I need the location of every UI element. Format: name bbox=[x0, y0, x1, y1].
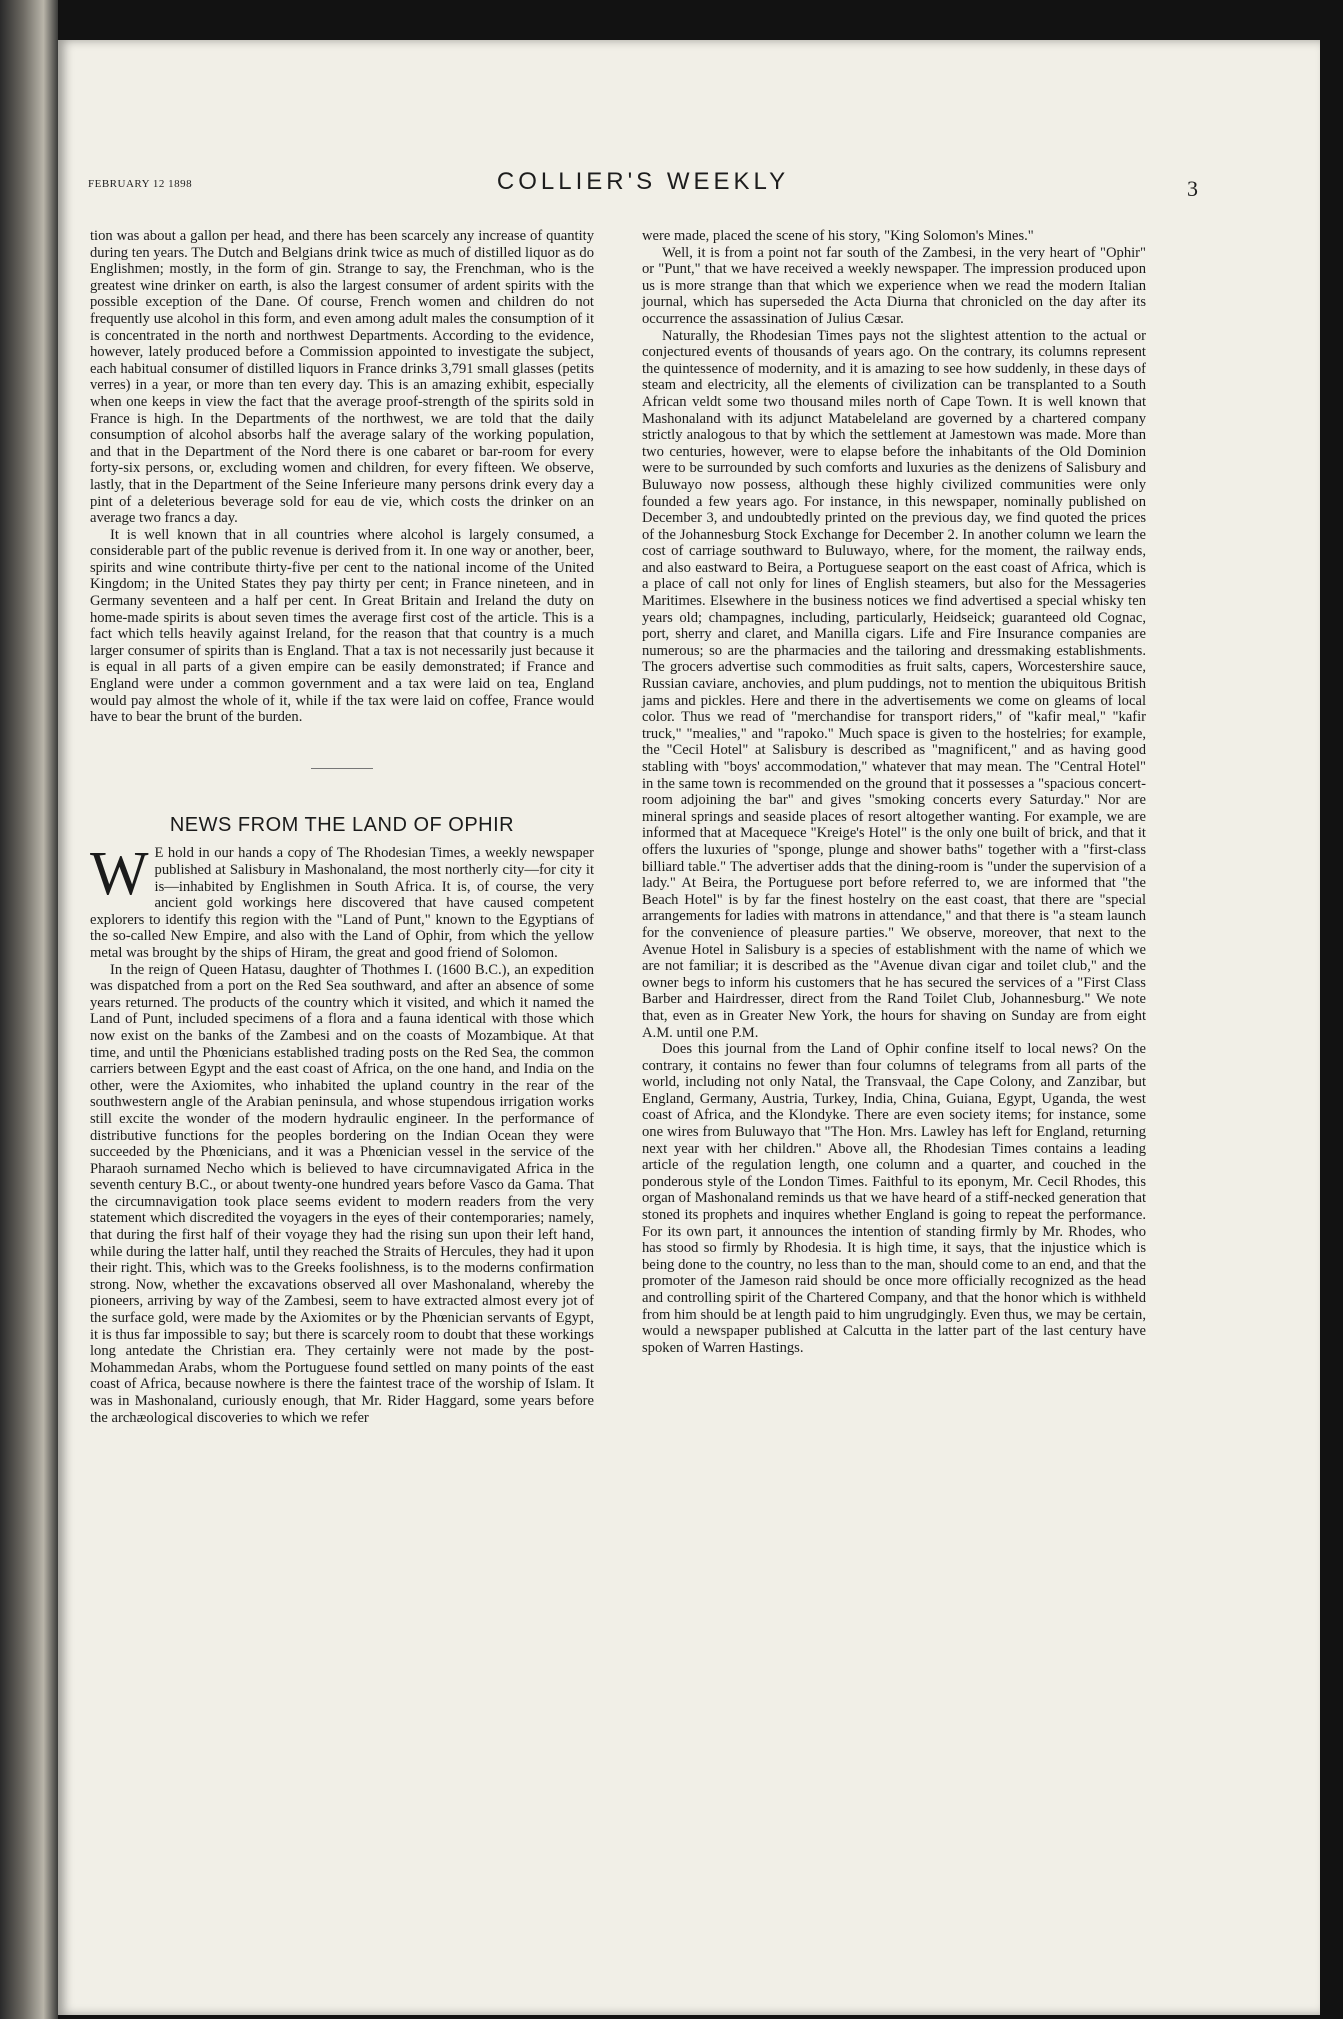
article-lead-paragraph bbox=[90, 840, 594, 961]
right-column bbox=[642, 228, 1146, 1356]
page-header bbox=[88, 168, 1198, 208]
issue-date: FEBRUARY 12 1898 bbox=[88, 178, 193, 190]
article-title: NEWS FROM THE LAND OF OPHIR bbox=[169, 813, 515, 836]
paragraph: were made, placed the scene of his story, "King Solomon's Mines." bbox=[642, 228, 1034, 244]
drop-cap: W bbox=[90, 840, 149, 909]
left-column bbox=[90, 228, 594, 1426]
paragraph: Well, it is from a point not far south of the Zambesi, in the very heart of "Ophir" or "Punt," that we have received a weekly newspaper. The impression produced upon us is more strange than that which we experience when we read the modern Italian journal, which has superseded the Acta Diurna that chronicled on the day after its occurrence the assassination of Julius Cæsar. bbox=[642, 244, 1146, 327]
paragraph: In the reign of Queen Hatasu, daughter of Thothmes I. (1600 B.C.), an expedition was dispatched from a port on the Red Sea southward, and after an absence of some years returned. The products of the country which it visited, and which it named the Land of Punt, included specimens of a flora and a fauna identical with those which now exist on the banks of the Zambesi and on the coasts of Mozambique. At that time, and until the Phœnicians established trading posts on the Red Sea, the common carriers between Egypt and the east coast of Africa, on the one hand, and India on the other, were the Axiomites, who inhabited the upland country in the rear of the southwestern angle of the Arabian peninsula, and whose stupendous irrigation works still excite the wonder of the modern hydraulic engineer. In the performance of distributive functions for the peoples bordering on the Indian Ocean they were succeeded by the Phœnicians, and it was a Phœnician vessel in the service of the Pharaoh surnamed Necho which is believed to have circumnavigated Africa in the seventh century B.C., or about twenty-one hundred years before Vasco da Gama. That the circumnavigation took place seems evident to modern readers from the very statement which discredited the voyagers in the eyes of their contemporaries; namely, that during the first half of their voyage they had the rising sun upon their left hand, while during the latter half, until they reached the Straits of Hercules, they had it upon their right. This, which was to the Greeks foolishness, is to the moderns confirmation strong. Now, whether the excavations observed all over Mashonaland, whereby the pioneers, arriving by way of the Zambesi, seem to have extracted almost every jot of the surface gold, were made by the Axiomites or by the Phœnician servants of Egypt, it is thus far impossible to say; but there is scarcely room to doubt that these workings long antedate the Christian era. They certainly were not made by the post-Mohammedan Arabs, whom the Portuguese found settled on many points of the east coast of Africa, because nowhere is there the faintest trace of the worship of Islam. It was in Mashonaland, curiously enough, that Mr. Rider Haggard, some years before the archæological discoveries to which we refer bbox=[90, 961, 594, 1426]
paragraph: tion was about a gallon per head, and there has been scarcely any increase of quantity during ten years. The Dutch and Belgians drink twice as much of distilled liquor as do Englishmen; mostly, in the form of gin. Strange to say, the Frenchman, who is the greatest wine drinker on earth, is also the largest consumer of ardent spirits with the possible exception of the Dane. Of course, French women and children do not frequently use alcohol in this form, and even among adult males the consumption of it is concentrated in the north and northwest Departments. According to the evidence, however, lately produced before a Commission appointed to investigate the subject, each habitual consumer of distilled liquors in France drinks 3,791 small glasses (petits verres) in a year, or more than ten every day. This is an amazing exhibit, especially when one keeps in view the fact that the average proof-strength of the spirits sold in France is high. In the Departments of the northwest, we are told that the daily consumption of alcohol absorbs half the average salary of the working population, and that in the Department of the Nord there is one cabaret or bar-room for every forty-six persons, or, excluding women and children, for every fifteen. We observe, lastly, that in the Department of the Seine Inferieure many persons drink every day a pint of a deleterious beverage sold for eau de vie, which costs the drinker on an average two francs a day. bbox=[90, 228, 594, 527]
paragraph: Does this journal from the Land of Ophir confine itself to local news? On the contrary, it contains no fewer than four columns of telegrams from all parts of the world, including not only Natal, the Transvaal, the Cape Colony, and Zanzibar, but England, Germany, Austria, Turkey, India, China, Guiana, Egypt, Uganda, the west coast of Africa, and the Klondyke. There are even society items; for instance, some one wires from Buluwayo that "The Hon. Mrs. Lawley has left for England, returning next year with her children." Above all, the Rhodesian Times contains a leading article of the regulation length, one column and a quarter, and couched in the ponderous style of the London Times. Faithful to its eponym, Mr. Cecil Rhodes, this organ of Mashonaland reminds us that we have heard of a stiff-necked generation that stoned its prophets and inquires whether England is going to repeat the performance. For its own part, it announces the intention of standing firmly by Mr. Rhodes, who has stood so firmly by Rhodesia. It is high time, it says, that the injustice which is being done to the country, no less than to the man, should come to an end, and that the promoter of the Jameson raid should be once more officially recognized as the head and controlling spirit of the Chartered Company, and that the honor which is withheld from him should be at length paid to him ungrudgingly. Even thus, we may be certain, would a newspaper published at Calcutta in the latter part of the last century have spoken of Warren Hastings. bbox=[642, 1041, 1146, 1356]
section-divider bbox=[311, 768, 373, 769]
adjacent-page-edge bbox=[0, 0, 58, 2019]
lead-text: E hold in our hands a copy of The Rhodesian Times, a weekly newspaper published at Salisbury in Mashonaland, the most northerly city—for city it is—inhabited by Englishmen in South Africa. It is, of course, the very ancient gold workings here discovered that have caused competent explorers to identify this region with the "Land of Punt," known to the Egyptians of the so-called New Empire, and also with the Land of Ophir, from which the yellow metal was brought by the ships of Hiram, the great and good friend of Solomon. bbox=[90, 845, 594, 961]
page-number: 3 bbox=[1187, 176, 1198, 201]
paragraph: It is well known that in all countries where alcohol is largely consumed, a considerable part of the public revenue is derived from it. In one way or another, beer, spirits and wine contribute thirty-five per cent to the national income of the United Kingdom; in the United States they pay thirty per cent; in France nineteen, and in Germany seventeen and a half per cent. In Great Britain and Ireland the duty on home-made spirits is about seven times the average first cost of the article. This is a fact which tells heavily against Ireland, for the reason that that country is a much larger consumer of spirits than is England. That a tax is not necessarily just because it is equal in all parts of a given empire can be easily demonstrated; if France and England were under a common government and a tax were laid on tea, England would pay almost the whole of it, while if the tax were laid on coffee, France would have to bear the brunt of the burden. bbox=[90, 526, 594, 726]
masthead-title: COLLIER'S WEEKLY bbox=[496, 168, 790, 195]
paragraph: Naturally, the Rhodesian Times pays not the slightest attention to the actual or conjectured events of thousands of years ago. On the contrary, its columns represent the quintessence of modernity, and it is amazing to see how suddenly, in these days of steam and electricity, all the elements of civilization can be transplanted to a South African veldt some two thousand miles north of Cape Town. It is well known that Mashonaland with its adjunct Matabeleland are governed by a chartered company strictly analogous to that by which the settlement at Jamestown was made. More than two centuries, however, were to elapse before the inhabitants of the Old Dominion were to be surrounded by such comforts and luxuries as the denizens of Salisbury and Buluwayo now possess, although these highly civilized communities were only founded a few years ago. For instance, in this newspaper, nominally published on December 3, and undoubtedly printed on the previous day, we find quoted the prices of the Johannesburg Stock Exchange for December 2. In another column we learn the cost of carriage southward to Buluwayo, where, for the moment, the railway ends, and also eastward to Beira, a Portuguese seaport on the east coast of Africa, which is a place of call not only for lines of English steamers, but also for the Messageries Maritimes. Elsewhere in the business notices we find advertised a special whisky ten years old; champagnes, including, particularly, Heidseick; guaranteed old Cognac, port, sherry and claret, and Manilla cigars. Life and Fire Insurance companies are numerous; so are the pharmacies and the tailoring and dressmaking establishments. The grocers advertise such commodities as fruit salts, capers, Worcestershire sauce, Russian caviare, anchovies, and plum puddings, not to mention the ubiquitous British jams and pickles. Here and there in the advertisements we come on gleams of local color. Thus we read of "merchandise for transport riders," of "kafir meal," "kafir truck," "mealies," and "rapoko." Much space is given to the hostelries; for example, the "Cecil Hotel" at Salisbury is described as "magnificent," and as having good stabling with "boys' accommodation," whatever that may mean. The "Central Hotel" in the same town is recommended on the ground that it possesses a "spacious concert-room adjoining the bar" and gives "smoking concerts every Saturday." Nor are mineral springs and seaside places of resort altogether wanting. For example, we are informed that at Macequece "Kreige's Hotel" is the only one built of brick, and that it offers the luxuries of "sponge, plunge and shower baths" together with a "first-class billiard table." The advertiser adds that the dining-room is "under the supervision of a lady." At Beira, the Portuguese port before referred to, we are informed that "the Beach Hotel" is by far the finest hostelry on the east coast, that there are "special arrangements for ladies with matrons in attendance," and that there is "a steam launch for the convenience of pleasure parties." We observe, moreover, that next to the Avenue Hotel in Salisbury is a species of establishment with the name of which we are not familiar; it is described as the "Avenue divan cigar and toilet club," and the owner begs to inform his customers that he has secured the services of a "First Class Barber and Hairdresser, direct from the Rand Toilet Club, Johannesburg." We note that, even as in Greater New York, the hours for shaving on Sunday are from eight A.M. until one P.M. bbox=[642, 327, 1146, 1041]
